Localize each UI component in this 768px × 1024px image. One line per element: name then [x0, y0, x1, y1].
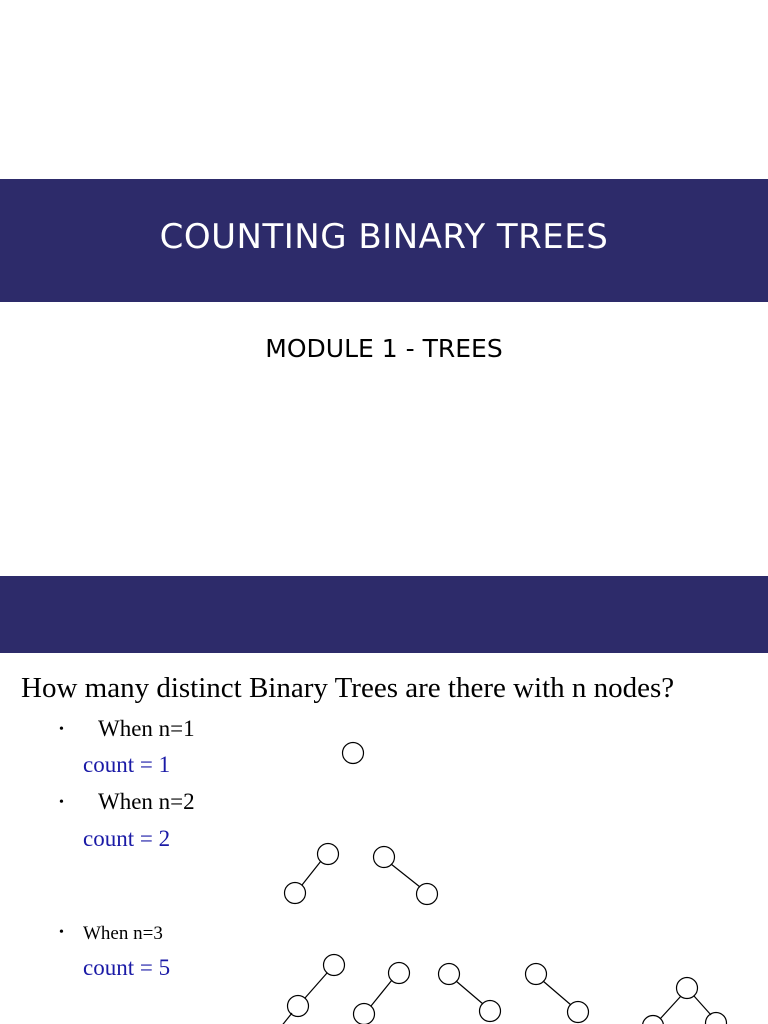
tree-n2-right — [374, 847, 438, 905]
binary-tree-diagrams — [0, 576, 768, 1024]
slide-title: COUNTING BINARY TREES — [159, 217, 609, 257]
count-n1: count = 1 — [83, 752, 171, 777]
content-slide — [0, 576, 768, 1024]
bullet-icon: • — [59, 925, 64, 940]
bullet-icon: • — [59, 722, 64, 737]
tree-node — [417, 884, 438, 905]
question-text: How many distinct Binary Trees are there with n nodes? — [21, 672, 675, 704]
tree-node — [374, 847, 395, 868]
slide-subtitle: MODULE 1 - TREES — [265, 334, 503, 363]
count-n3: count = 5 — [83, 955, 171, 980]
tree-node — [706, 1013, 727, 1024]
bullet-icon: • — [59, 795, 64, 810]
tree-node — [568, 1002, 589, 1023]
count-n2: count = 2 — [83, 826, 171, 851]
case-label: When n=2 — [98, 789, 195, 814]
tree-n1 — [343, 743, 364, 764]
tree-n2-left — [285, 844, 339, 904]
tree-node — [526, 964, 547, 985]
tree-n3-d — [526, 964, 589, 1023]
tree-node — [285, 883, 306, 904]
tree-node — [343, 743, 364, 764]
tree-n3-c — [439, 964, 501, 1022]
tree-node — [643, 1016, 664, 1024]
tree-node — [677, 978, 698, 999]
tree-node — [439, 964, 460, 985]
tree-n3-a — [280, 955, 345, 1024]
case-label: When n=1 — [98, 716, 195, 741]
tree-node — [354, 1004, 375, 1024]
tree-n3-e — [643, 978, 727, 1024]
tree-node — [288, 996, 309, 1017]
tree-n3-b — [354, 963, 410, 1024]
tree-node — [480, 1001, 501, 1022]
tree-node — [324, 955, 345, 976]
tree-node — [318, 844, 339, 865]
tree-node — [389, 963, 410, 984]
case-label: When n=3 — [83, 923, 163, 944]
